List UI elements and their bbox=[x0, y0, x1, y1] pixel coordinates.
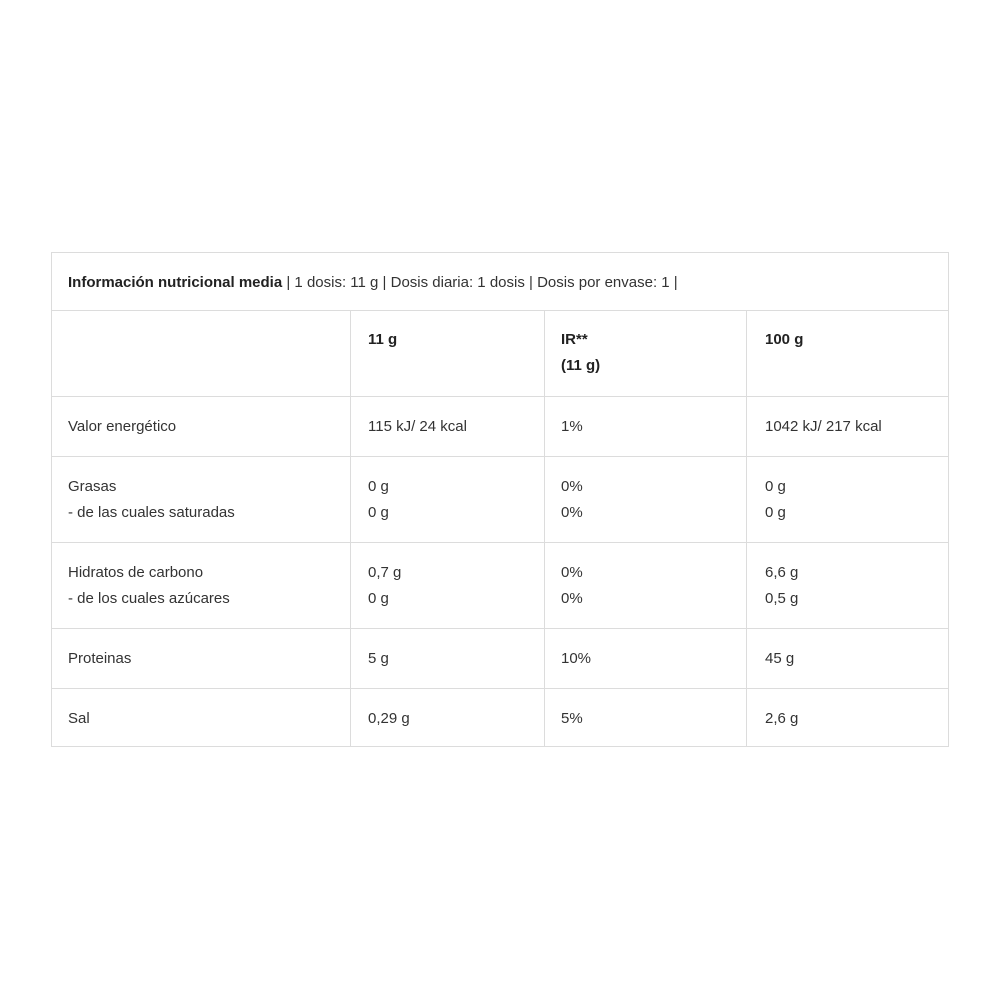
header-ir-sublabel: (11 g) bbox=[561, 357, 601, 374]
ir-value: 0% bbox=[561, 564, 583, 581]
per-100g-cell bbox=[746, 629, 948, 688]
per-serving-cell bbox=[350, 689, 544, 746]
ir-cell bbox=[544, 629, 746, 688]
nutrient-cell bbox=[52, 689, 350, 746]
nutrient-label: Hidratos de carbono bbox=[68, 564, 204, 581]
nutrient-cell bbox=[52, 543, 350, 628]
ir-cell bbox=[544, 543, 746, 628]
nutrient-sublabel: - de las cuales saturadas bbox=[68, 504, 235, 521]
ir-value: 0% bbox=[561, 478, 583, 495]
per-100g-value: 2,6 g bbox=[765, 710, 799, 727]
nutrient-cell bbox=[52, 457, 350, 542]
per-serving-value: 0,29 g bbox=[368, 710, 410, 727]
header-cell-ir bbox=[544, 311, 746, 396]
header-ir-label: IR** bbox=[561, 331, 588, 348]
table-title-details: | 1 dosis: 11 g | Dosis diaria: 1 dosis | Dosis por envase: 1 | bbox=[282, 274, 678, 291]
table-title-bold: Información nutricional media bbox=[68, 274, 283, 291]
nutrient-label: Sal bbox=[68, 710, 90, 727]
per-100g-cell bbox=[746, 543, 948, 628]
per-serving-cell bbox=[350, 629, 544, 688]
table-row-energy bbox=[52, 397, 948, 457]
per-100g-subvalue: 0 g bbox=[765, 504, 786, 521]
ir-value: 5% bbox=[561, 710, 583, 727]
per-serving-value: 0,7 g bbox=[368, 564, 402, 581]
per-100g-cell bbox=[746, 457, 948, 542]
per-100g-cell bbox=[746, 689, 948, 746]
ir-subvalue: 0% bbox=[561, 590, 583, 607]
nutrient-cell bbox=[52, 397, 350, 456]
nutrient-label: Grasas bbox=[68, 478, 117, 495]
table-title bbox=[68, 274, 678, 291]
ir-subvalue: 0% bbox=[561, 504, 583, 521]
table-row-salt bbox=[52, 689, 948, 746]
per-serving-cell bbox=[350, 397, 544, 456]
header-per-serving-label: 11 g bbox=[368, 331, 398, 348]
table-row-proteins bbox=[52, 629, 948, 689]
ir-cell bbox=[544, 689, 746, 746]
per-100g-value: 1042 kJ/ 217 kcal bbox=[765, 418, 882, 435]
table-row-carbohydrates bbox=[52, 543, 948, 629]
header-cell-per-100g bbox=[746, 311, 948, 396]
per-serving-subvalue: 0 g bbox=[368, 590, 389, 607]
per-serving-cell bbox=[350, 543, 544, 628]
ir-cell bbox=[544, 457, 746, 542]
nutrient-sublabel: - de los cuales azúcares bbox=[68, 590, 230, 607]
per-100g-value: 45 g bbox=[765, 650, 795, 667]
nutrient-label: Valor energético bbox=[68, 418, 177, 435]
nutrition-table bbox=[51, 252, 949, 747]
header-cell-per-serving bbox=[350, 311, 544, 396]
per-100g-value: 6,6 g bbox=[765, 564, 799, 581]
header-row bbox=[52, 311, 948, 397]
table-title-row bbox=[52, 253, 948, 311]
per-serving-value: 5 g bbox=[368, 650, 389, 667]
per-serving-value: 0 g bbox=[368, 478, 389, 495]
nutrient-label: Proteinas bbox=[68, 650, 132, 667]
ir-cell bbox=[544, 397, 746, 456]
nutrient-cell bbox=[52, 629, 350, 688]
ir-value: 10% bbox=[561, 650, 592, 667]
per-serving-value: 115 kJ/ 24 kcal bbox=[368, 418, 467, 435]
header-per-100g-label: 100 g bbox=[765, 331, 804, 348]
per-serving-cell bbox=[350, 457, 544, 542]
table-row-fats bbox=[52, 457, 948, 543]
per-100g-value: 0 g bbox=[765, 478, 786, 495]
per-serving-subvalue: 0 g bbox=[368, 504, 389, 521]
per-100g-subvalue: 0,5 g bbox=[765, 590, 799, 607]
header-cell-nutrient bbox=[52, 311, 350, 396]
ir-value: 1% bbox=[561, 418, 583, 435]
per-100g-cell bbox=[746, 397, 948, 456]
